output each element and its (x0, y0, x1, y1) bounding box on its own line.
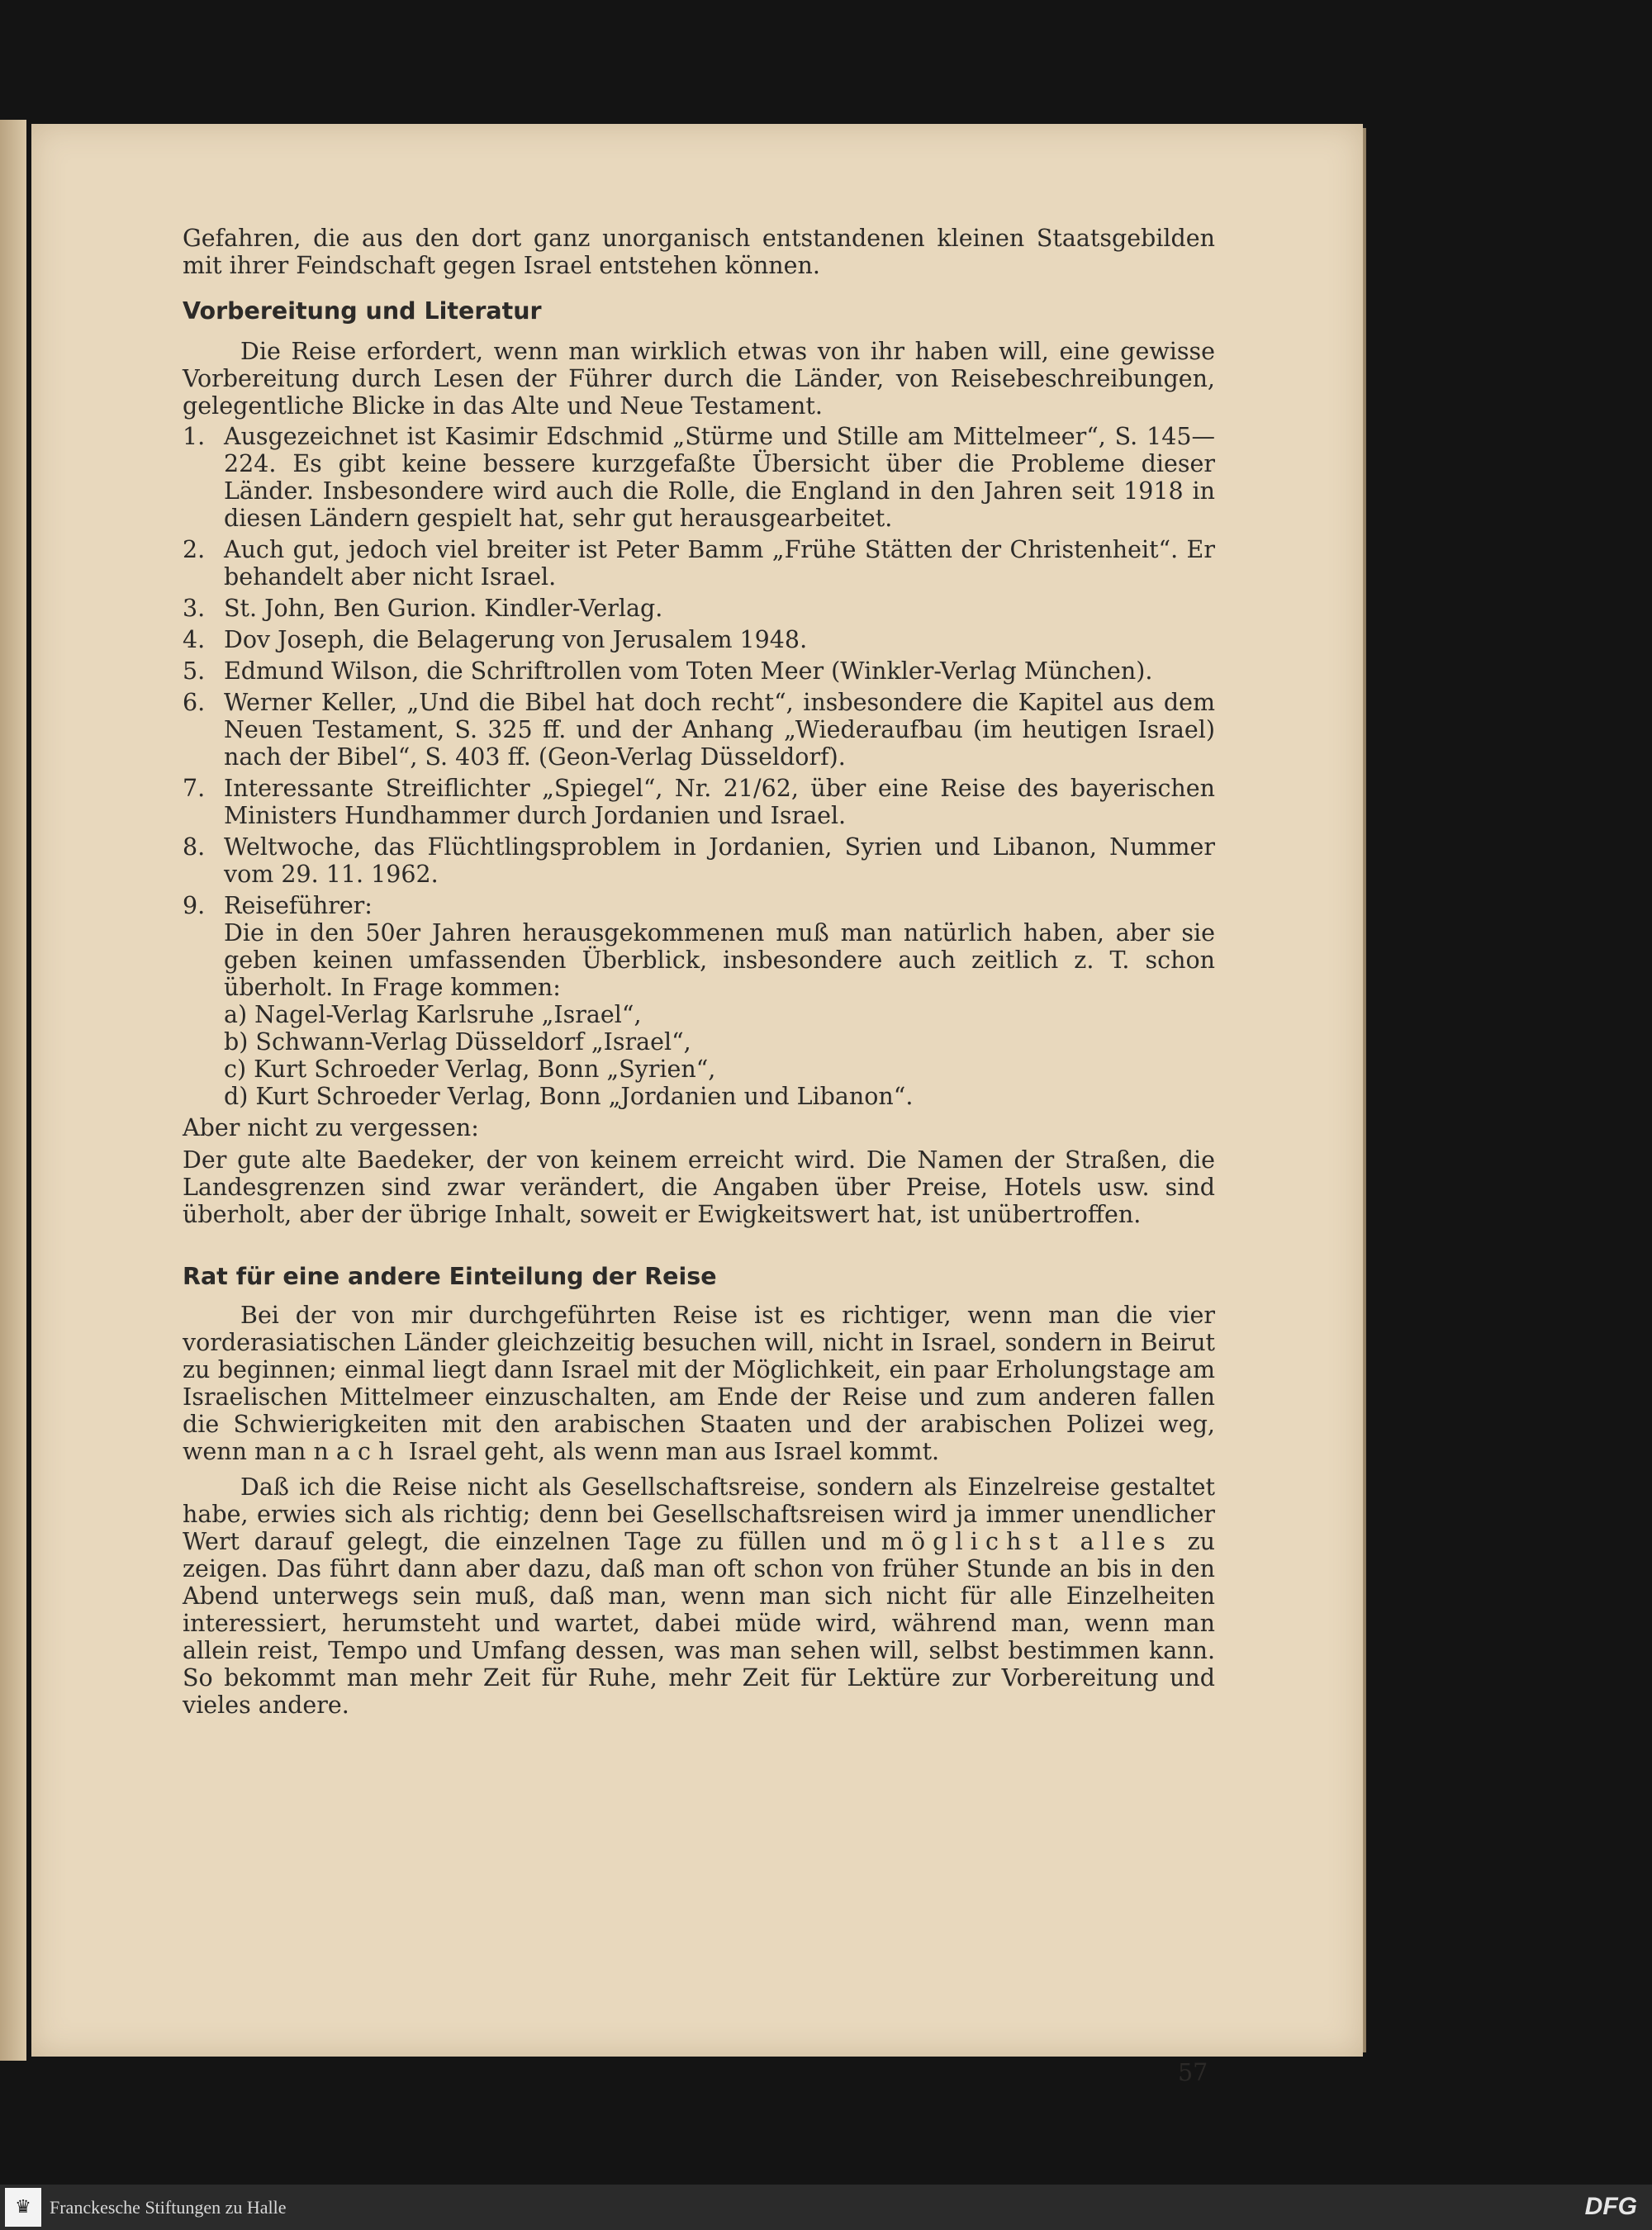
list-item (183, 689, 1215, 771)
list-number: 9. (183, 892, 206, 919)
book-page (31, 124, 1363, 2086)
list-number: 2. (183, 536, 206, 563)
list-item-text: Die in den 50er Jahren herausgekommenen muß man natürlich haben, aber sie geben keinen umfassenden Überblick, insbesondere auch zeitlich z. T. schon überholt. In Frage kommen: (224, 919, 1215, 1001)
section-heading-literature: Vorbereitung und Literatur (183, 297, 542, 325)
list-item-label: Reiseführer: (224, 892, 373, 919)
literature-list (183, 423, 1215, 1110)
viewer-footer-bar (0, 2185, 1652, 2230)
text-run: Daß ich die Reise nicht als Gesellschaftsreise, sondern als Einzelreise gestaltet habe, erwies sich als richtig; denn bei Gesellschaftsreisen wird ja immer unendlicher Wert darauf gelegt, die einzelnen Tage zu füllen und (183, 1473, 1215, 1555)
list-item (183, 833, 1215, 888)
text-run: Israel geht, als wenn man aus Israel kommt. (408, 1438, 940, 1465)
spaced-emphasis: nach (313, 1438, 401, 1465)
list-item (183, 626, 1215, 653)
guidebook-item: c) Kurt Schroeder Verlag, Bonn „Syrien“, (224, 1056, 716, 1083)
list-number: 3. (183, 595, 206, 622)
text-run: zu zeigen. Das führt dann aber dazu, daß man oft schon von früher Stunde an bis in den Abend unterwegs sein muß, daß man, wenn man sich nicht für alle Einzelheiten interessiert, herumsteht und wartet, dabei müde wird, während man, wenn man allein reist, Tempo und Umfang dessen, was man sehen will, selbst bestimmen kann. So bekommt man mehr Zeit für Ruhe, mehr Zeit für Lektüre zur Vorbereitung und vieles andere. (183, 1528, 1216, 1719)
advice-paragraph-2 (183, 1473, 1215, 1719)
list-item-text: Werner Keller, „Und die Bibel hat doch recht“, insbesondere die Kapitel aus dem Neuen Testament, S. 325 ff. und der Anhang „Wiederaufbau (im heutigen Israel) nach der Bibel“, S. 403 ff. (Geon-Verlag Düsseldorf). (224, 689, 1215, 771)
guidebook-item: b) Schwann-Verlag Düsseldorf „Israel“, (224, 1028, 691, 1056)
list-item-text: Dov Joseph, die Belagerung von Jerusalem 1948. (224, 626, 808, 653)
aber-line: Aber nicht zu vergessen: (183, 1114, 479, 1141)
page-number: 57 (1178, 2059, 1208, 2086)
guidebook-list (224, 1001, 1215, 1110)
list-number: 6. (183, 689, 206, 716)
intro-paragraph: Gefahren, die aus den dort ganz unorganisch entstandenen kleinen Staatsgebilden mit ihrer Feindschaft gegen Israel entstehen können. (183, 225, 1215, 279)
text-run: Bei der von mir durchgeführten Reise ist es richtiger, wenn man die vier vorderasiatischen Länder gleichzeitig besuchen will, nicht in Israel, sondern in Beirut zu beginnen; einmal liegt dann Israel mit der Möglichkeit, ein paar Erholungstage am Israelischen Mittelmeer einzuschalten, am Ende der Reise und zum anderen fallen die Schwierigkeiten mit den arabischen Staaten und der arabischen Polizei weg, wenn man (183, 1302, 1215, 1465)
list-number: 1. (183, 423, 206, 450)
institution-logo-icon: ♛ (5, 2188, 41, 2227)
list-number: 7. (183, 775, 206, 802)
list-item (183, 423, 1215, 532)
list-item-text: Weltwoche, das Flüchtlingsproblem in Jordanien, Syrien und Libanon, Nummer vom 29. 11. 1962. (224, 833, 1215, 888)
spaced-emphasis: möglichst (881, 1528, 1066, 1555)
list-item (183, 536, 1215, 591)
list-item-text: St. John, Ben Gurion. Kindler-Verlag. (224, 595, 663, 622)
list-item (183, 892, 1215, 1110)
list-number: 4. (183, 626, 206, 653)
facing-page-edge (0, 120, 26, 2061)
guidebook-item: a) Nagel-Verlag Karlsruhe „Israel“, (224, 1001, 642, 1028)
advice-paragraph-1 (183, 1302, 1215, 1465)
guidebook-item: d) Kurt Schroeder Verlag, Bonn „Jordanien und Libanon“. (224, 1083, 914, 1110)
list-item-text: Auch gut, jedoch viel breiter ist Peter Bamm „Frühe Stätten der Christenheit“. Er behandelt aber nicht Israel. (224, 536, 1215, 591)
page-content (183, 225, 1215, 1719)
list-item-text: Ausgezeichnet ist Kasimir Edschmid „Stürme und Stille am Mittelmeer“, S. 145—224. Es gibt keine bessere kurzgefaßte Übersicht über die Probleme dieser Länder. Insbesondere wird auch die Rolle, die England in den Jahren seit 1918 in diesen Ländern gespielt hat, sehr gut herausgearbeitet. (224, 423, 1215, 532)
list-number: 8. (183, 833, 206, 861)
literature-intro: Die Reise erfordert, wenn man wirklich etwas von ihr haben will, eine gewisse Vorbereitung durch Lesen der Führer durch die Länder, von Reisebeschreibungen, gelegentliche Blicke in das Alte und Neue Testament. (183, 338, 1215, 420)
list-item (183, 595, 1215, 622)
baedeker-paragraph: Der gute alte Baedeker, der von keinem erreicht wird. Die Namen der Straßen, die Landesgrenzen sind zwar verändert, die Angaben über Preise, Hotels usw. sind überholt, aber der übrige Inhalt, soweit er Ewigkeitswert hat, ist unübertroffen. (183, 1146, 1215, 1228)
spaced-emphasis: alles (1080, 1528, 1173, 1555)
institution-name: Franckesche Stiftungen zu Halle (50, 2197, 287, 2218)
list-item (183, 657, 1215, 685)
section-heading-advice: Rat für eine andere Einteilung der Reise (183, 1263, 717, 1290)
list-item-text: Interessante Streiflichter „Spiegel“, Nr. 21/62, über eine Reise des bayerischen Ministers Hundhammer durch Jordanien und Israel. (224, 775, 1215, 829)
list-item-text: Edmund Wilson, die Schriftrollen vom Toten Meer (Winkler-Verlag München). (224, 657, 1153, 685)
list-number: 5. (183, 657, 206, 685)
dfg-logo: DFG (1584, 2193, 1637, 2220)
list-item (183, 775, 1215, 829)
